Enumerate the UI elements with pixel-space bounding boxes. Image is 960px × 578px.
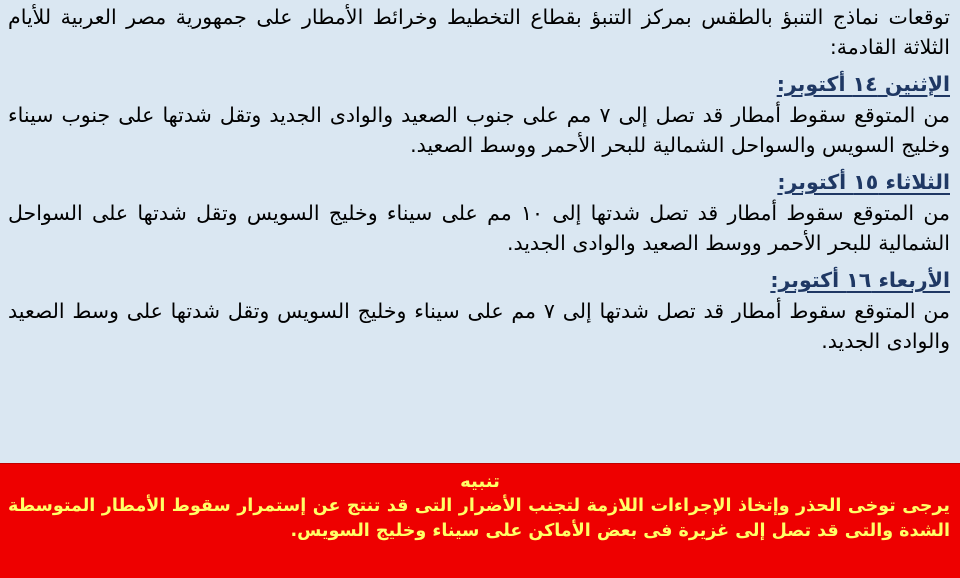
forecast-day-2 [8, 160, 950, 258]
forecast-day-3 [8, 258, 950, 356]
day-heading-text: الإثنين ١٤ أكتوبر: [776, 72, 950, 96]
day-heading-text: الثلاثاء ١٥ أكتوبر: [777, 170, 950, 194]
day-forecast-text: من المتوقع سقوط أمطار قد تصل شدتها إلى ١٠ مم على سيناء وخليج السويس وتقل شدتها على السواحل الشمالية للبحر الأحمر ووسط الصعيد والوادى الجديد. [8, 201, 950, 255]
day-heading-text: الأربعاء ١٦ أكتوبر: [770, 268, 950, 292]
forecast-day-1 [8, 62, 950, 160]
alert-title: تنبيه [460, 471, 500, 492]
day-heading [8, 62, 950, 100]
day-forecast-text: من المتوقع سقوط أمطار قد تصل شدتها إلى ٧ مم على سيناء وخليج السويس وتقل شدتها على وسط الصعيد والوادى الجديد. [8, 299, 950, 353]
alert-text: يرجى توخى الحذر وإتخاذ الإجراءات اللازمة لتجنب الأضرار التى قد تنتج عن إستمرار سقوط الأمطار المتوسطة الشدة والتى قد تصل إلى غزيرة فى بعض الأماكن على سيناء وخليج السويس. [8, 496, 950, 541]
day-heading [8, 160, 950, 198]
forecast-content [8, 2, 950, 356]
alert-box [0, 463, 960, 578]
intro-paragraph: توقعات نماذج التنبؤ بالطقس بمركز التنبؤ بقطاع التخطيط وخرائط الأمطار على جمهورية مصر العربية للأيام الثلاثة القادمة: [8, 5, 950, 59]
day-heading [8, 258, 950, 296]
day-forecast-text: من المتوقع سقوط أمطار قد تصل إلى ٧ مم على جنوب الصعيد والوادى الجديد وتقل شدتها على جنوب سيناء وخليج السويس والسواحل الشمالية للبحر الأحمر ووسط الصعيد. [8, 103, 951, 157]
